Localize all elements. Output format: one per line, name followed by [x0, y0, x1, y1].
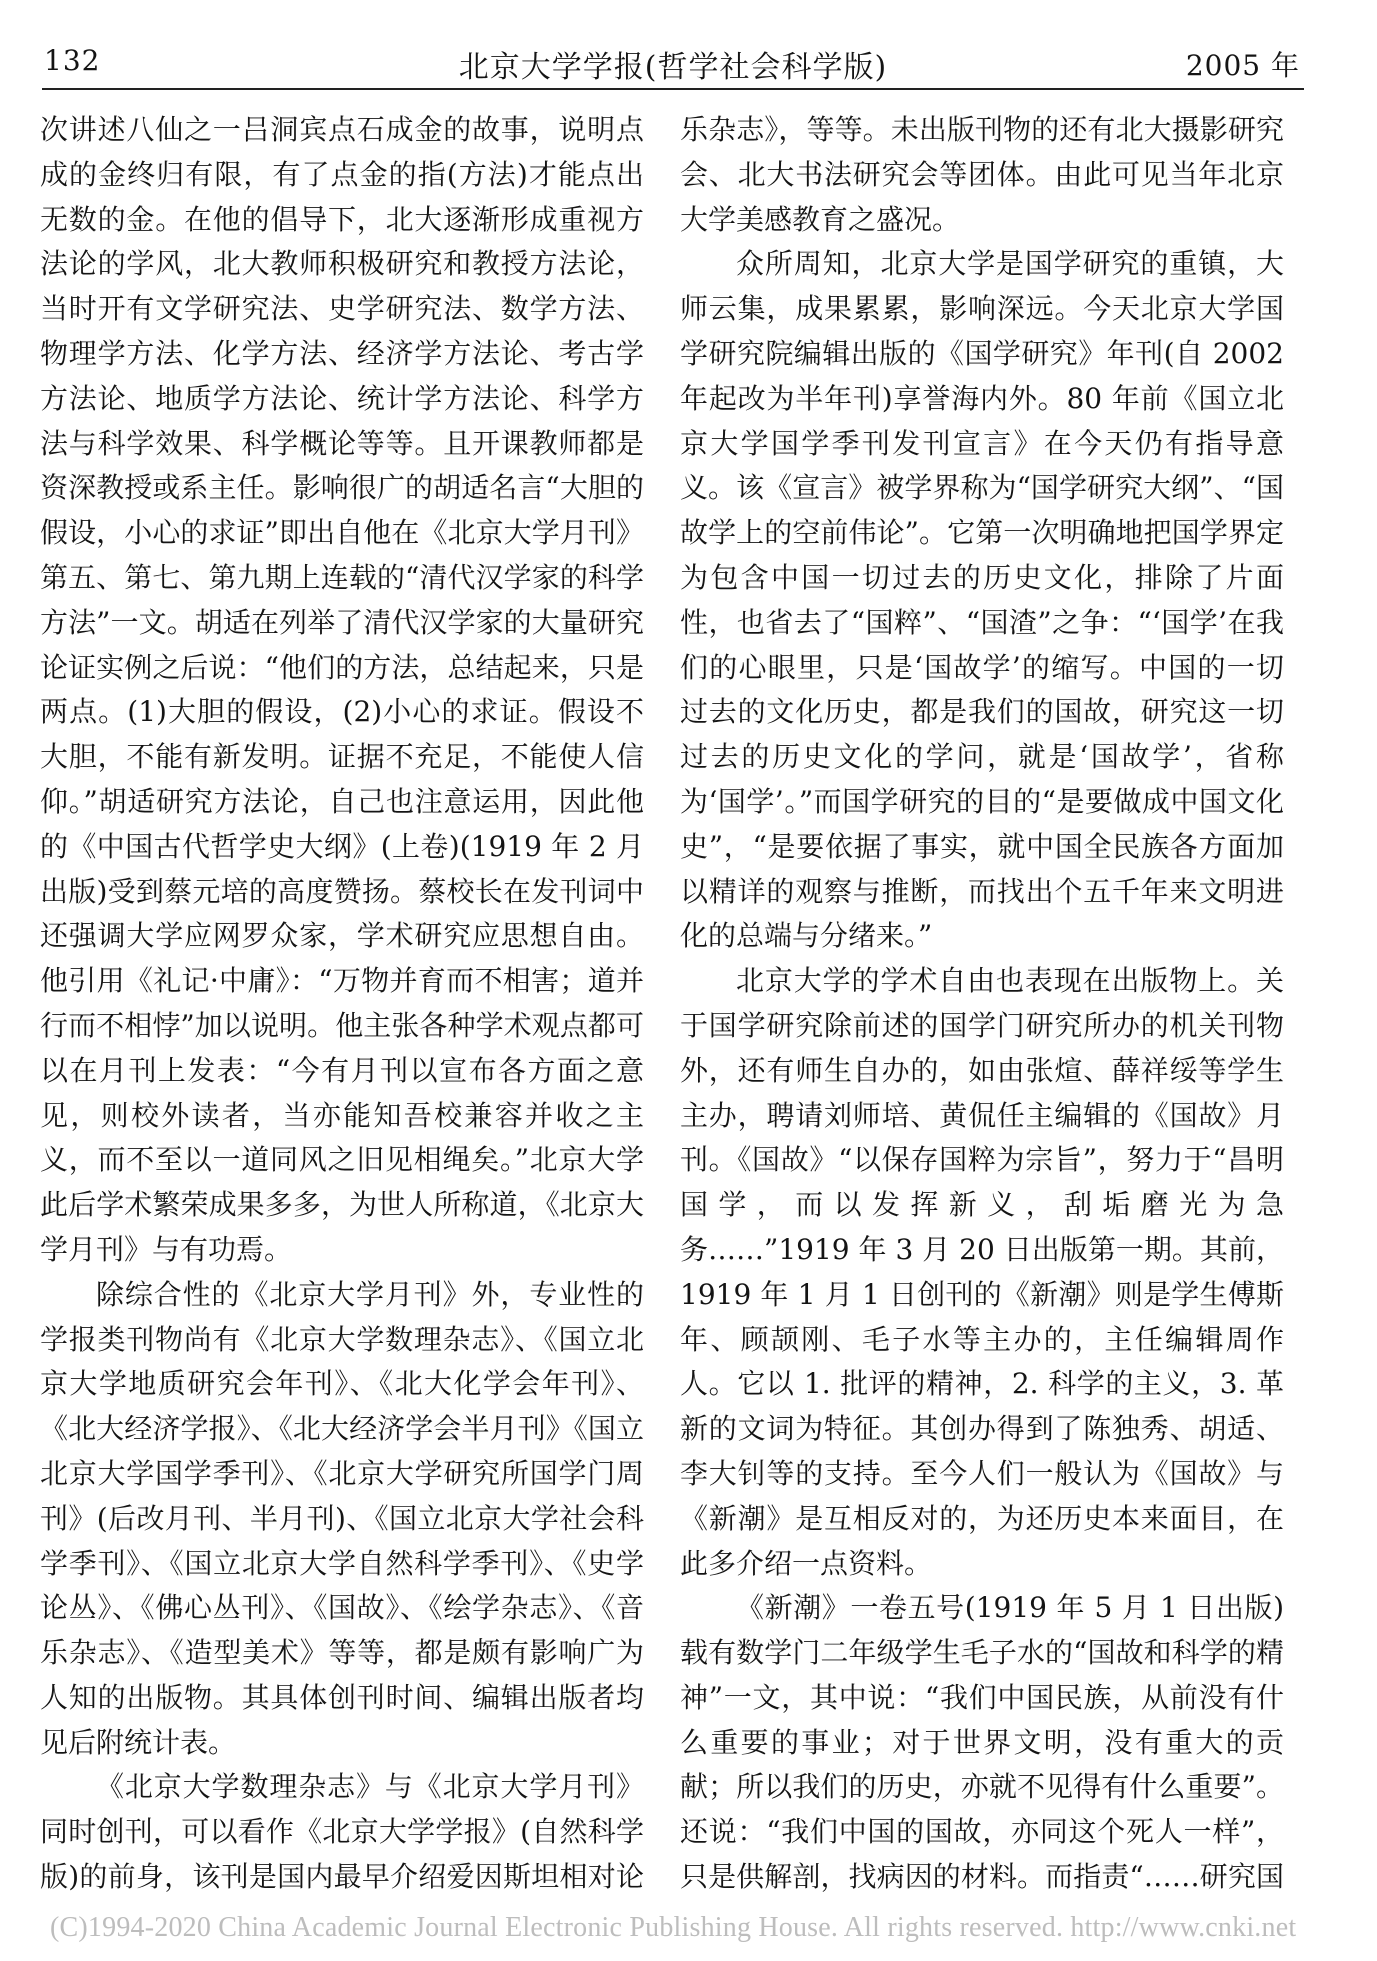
journal-title: 北京大学学报(哲学社会科学版)	[458, 50, 888, 85]
paragraph: 众所周知，北京大学是国学研究的重镇，大师云集，成果累累，影响深远。今天北京大学国学研究院编辑出版的《国学研究》年刊(自 2002 年起改为半年刊)享誉海内外。80 年前《国立北京大学国学季刊发刊宣言》在今天仍有指导意义。该《宣言》被学界称为“国学研究大纲”、“国故学上的空前伟论”。它第一次明确地把国学界定为包含中国一切过去的历史文化，排除了片面性，也省去了“国粹”、“国渣”之争：“‘国学’在我们的心眼里，只是‘国故学’的缩写。中国的一切过去的文化历史，都是我们的国故，研究这一切过去的历史文化的学问，就是‘国故学’，省称为‘国学’。”而国学研究的目的“是要做成中国文化史”，“是要依据了事实，就中国全民族各方面加以精详的观察与推断，而找出个五千年来文明进化的总端与分绪来。”	[680, 247, 1284, 953]
page-number: 132	[44, 44, 101, 77]
paragraph: 《新潮》一卷五号(1919 年 5 月 1 日出版)载有数学门二年级学生毛子水的“国故和科学的精神”一文，其中说：“我们中国民族，从前没有什么重要的事业；对于世界文明，没有重大的贡献；所以我们的历史，亦就不见得有什么重要”。还说：“我们中国的国故，亦同这个死人一样”，只是供解剖，找病因的材料。而指责“……研究国	[680, 1591, 1284, 1894]
paragraph: 次讲述八仙之一吕洞宾点石成金的故事，说明点成的金终归有限，有了点金的指(方法)才能点出无数的金。在他的倡导下，北大逐渐形成重视方法论的学风，北大教师积极研究和教授方法论，当时开有文学研究法、史学研究法、数学方法、物理学方法、化学方法、经济学方法论、考古学方法论、地质学方法论、统计学方法论、科学方法与科学效果、科学概论等等。且开课教师都是资深教授或系主任。影响很广的胡适名言“大胆的假设，小心的求证”即出自他在《北京大学月刊》第五、第七、第九期上连载的“清代汉学家的科学方法”一文。胡适在列举了清代汉学家的大量研究论证实例之后说：“他们的方法，总结起来，只是两点。(1)大胆的假设，(2)小心的求证。假设不大胆，不能有新发明。证据不充足，不能使人信仰。”胡适研究方法论，自己也注意运用，因此他的《中国古代哲学史大纲》(上卷)(1919 年 2 月出版)受到蔡元培的高度赞扬。蔡校长在发刊词中还强调大学应网罗众家，学术研究应思想自由。他引用《礼记·中庸》：“万物并育而不相害；道并行而不相悖”加以说明。他主张各种学术观点都可以在月刊上发表：“今有月刊以宣布各方面之意见，则校外读者，当亦能知吾校兼容并收之主义，而不至以一道同风之旧见相绳矣。”北京大学此后学术繁荣成果多多，为世人所称道，《北京大学月刊》与有功焉。	[40, 113, 644, 1266]
paragraph: 《北京大学数理杂志》与《北京大学月刊》同时创刊，可以看作《北京大学学报》(自然科学版)的前身，该刊是国内最早介绍爱因斯坦相对论	[40, 1770, 644, 1894]
right-text-column	[680, 108, 1284, 1898]
paragraph: 北京大学的学术自由也表现在出版物上。关于国学研究除前述的国学门研究所办的机关刊物外，还有师生自办的，如由张煊、薛祥绥等学生主办，聘请刘师培、黄侃任主编辑的《国故》月刊。《国故》“以保存国粹为宗旨”，努力于“昌明国学，而以发挥新义，刮垢磨光为急务……”1919 年 3 月 20 日出版第一期。其前，1919 年 1 月 1 日创刊的《新潮》则是学生傅斯年、顾颉刚、毛子水等主办的，主任编辑周作人。它以 1. 批评的精神，2. 科学的主义，3. 革新的文词为特征。其创办得到了陈独秀、胡适、李大钊等的支持。至今人们一般认为《国故》与《新潮》是互相反对的，为还历史本来面目，在此多介绍一点资料。	[680, 964, 1284, 1580]
copyright-watermark: (C)1994-2020 China Academic Journal Electronic Publishing House. All rights reserved. http://www.cnki.net	[50, 1912, 1297, 1943]
paragraph: 乐杂志》，等等。未出版刊物的还有北大摄影研究会、北大书法研究会等团体。由此可见当年北京大学美感教育之盛况。	[680, 113, 1284, 236]
paragraph: 除综合性的《北京大学月刊》外，专业性的学报类刊物尚有《北京大学数理杂志》、《国立北京大学地质研究会年刊》、《北大化学会年刊》、《北大经济学报》、《北大经济学会半月刊》《国立北京大学国学季刊》、《北京大学研究所国学门周刊》(后改月刊、半月刊)、《国立北京大学社会科学季刊》、《国立北京大学自然科学季刊》、《史学论丛》、《佛心丛刊》、《国故》、《绘学杂志》、《音乐杂志》、《造型美术》等等，都是颇有影响广为人知的出版物。其具体创刊时间、编辑出版者均见后附统计表。	[40, 1277, 644, 1759]
issue-year: 2005 年	[1185, 49, 1300, 82]
page-header	[42, 40, 1304, 90]
left-text-column	[40, 108, 644, 1898]
